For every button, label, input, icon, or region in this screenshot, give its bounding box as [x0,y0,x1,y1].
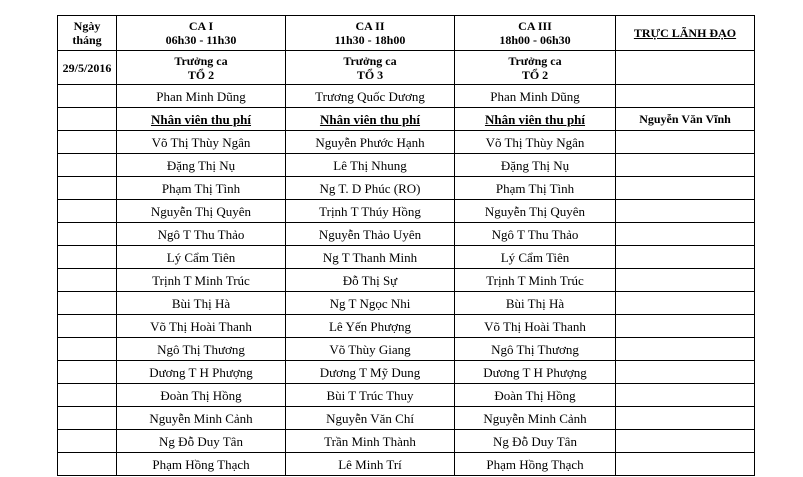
shift-2-leader: Trương Quốc Dương [286,85,455,108]
leader-empty-cell [616,430,755,453]
shift-2-staff-name: Dương T Mỹ Dung [286,361,455,384]
shift-3-staff-heading: Nhân viên thu phí [455,108,616,131]
shift-2-staff-name: Lê Minh Trí [286,453,455,476]
empty-date-cell [58,338,117,361]
empty-date-cell [58,430,117,453]
shift-2-staff-name: Trịnh T Thúy Hồng [286,200,455,223]
shift-3-staff-name: Võ Thị Thùy Ngân [455,131,616,154]
shift-3-staff-name: Bùi Thị Hà [455,292,616,315]
shift-3-staff-name: Lý Cẩm Tiên [455,246,616,269]
table-row [58,361,755,384]
shift-1-staff-name: Nguyễn Thị Quyên [117,200,286,223]
shift-3-staff-name: Võ Thị Hoài Thanh [455,315,616,338]
table-row [58,338,755,361]
table-row [58,315,755,338]
shift-1-staff-name: Võ Thị Hoài Thanh [117,315,286,338]
empty-date-cell [58,131,117,154]
shift-1-staff-heading: Nhân viên thu phí [117,108,286,131]
leader-empty-cell [616,51,755,85]
empty-date-cell [58,292,117,315]
shift-2-team [286,51,455,85]
empty-date-cell [58,407,117,430]
leader-empty-cell [616,361,755,384]
shift-2-staff-name: Nguyễn Phước Hạnh [286,131,455,154]
shift-2-staff-name: Bùi T Trúc Thuy [286,384,455,407]
table-row [58,223,755,246]
leader-empty-cell [616,453,755,476]
shift-2-staff-name: Đỗ Thị Sự [286,269,455,292]
shift-1-header [117,16,286,51]
date-row [58,51,755,85]
table-row [58,407,755,430]
shift-2-staff-heading: Nhân viên thu phí [286,108,455,131]
table-row [58,269,755,292]
shift-2-team-name: TỔ 3 [356,67,384,82]
leader-empty-cell [616,407,755,430]
shift-1-leader: Phan Minh Dũng [117,85,286,108]
shift-1-team [117,51,286,85]
shift-2-staff-name: Lê Thị Nhung [286,154,455,177]
shift-3-staff-name: Đặng Thị Nụ [455,154,616,177]
leader-empty-cell [616,269,755,292]
shift-1-team-name: TỔ 2 [187,67,215,82]
leader-empty-cell [616,384,755,407]
shift-3-time: 18h00 - 06h30 [499,33,571,47]
empty-date-cell [58,108,117,131]
empty-date-cell [58,223,117,246]
table-row [58,246,755,269]
leader-header: TRỰC LÃNH ĐẠO [616,16,755,51]
date-cell: 29/5/2016 [58,51,117,85]
shift-1-staff-name: Nguyễn Minh Cảnh [117,407,286,430]
table-row [58,131,755,154]
table-row [58,200,755,223]
shift-2-staff-name: Nguyễn Thảo Uyên [286,223,455,246]
shift-2-staff-name: Ng T. D Phúc (RO) [286,177,455,200]
table-row [58,292,755,315]
schedule-body [58,16,755,476]
shift-1-staff-name: Võ Thị Thùy Ngân [117,131,286,154]
shift-1-staff-name: Đoàn Thị Hồng [117,384,286,407]
shift-2-staff-name: Ng T Ngọc Nhi [286,292,455,315]
leader-empty-cell [616,200,755,223]
leader-empty-cell [616,154,755,177]
shift-3-header [455,16,616,51]
shift-3-staff-name: Phạm Hồng Thạch [455,453,616,476]
leader-empty-cell [616,131,755,154]
shift-2-staff-name: Võ Thùy Giang [286,338,455,361]
shift-2-staff-name: Nguyễn Văn Chí [286,407,455,430]
shift-3-staff-name: Đoàn Thị Hồng [455,384,616,407]
table-row [58,177,755,200]
shift-2-header [286,16,455,51]
shift-1-staff-name: Bùi Thị Hà [117,292,286,315]
shift-3-name: CA III [518,19,552,33]
shift-2-role: Trưởng ca [343,53,397,68]
shift-3-leader: Phan Minh Dũng [455,85,616,108]
shift-leader-row [58,85,755,108]
shift-3-team-name: TỔ 2 [521,67,549,82]
empty-date-cell [58,177,117,200]
date-header-line1: Ngày [73,19,101,33]
header-row [58,16,755,51]
empty-date-cell [58,315,117,338]
shift-2-staff-name: Lê Yến Phượng [286,315,455,338]
duty-schedule-table [57,15,755,476]
empty-date-cell [58,246,117,269]
empty-date-cell [58,384,117,407]
date-header-line2: tháng [72,33,102,47]
shift-3-staff-name: Nguyễn Thị Quyên [455,200,616,223]
shift-2-staff-name: Ng T Thanh Minh [286,246,455,269]
table-row [58,154,755,177]
leader-empty-cell [616,315,755,338]
empty-date-cell [58,200,117,223]
empty-date-cell [58,154,117,177]
staff-heading-row [58,108,755,131]
leader-empty-cell [616,177,755,200]
shift-1-time: 06h30 - 11h30 [165,33,237,47]
shift-1-staff-name: Dương T H Phượng [117,361,286,384]
leader-empty-cell [616,292,755,315]
date-header-cell [58,16,117,51]
shift-2-name: CA II [355,19,385,33]
shift-1-staff-name: Ng Đỗ Duy Tân [117,430,286,453]
shift-3-staff-name: Ngô T Thu Thảo [455,223,616,246]
empty-date-cell [58,269,117,292]
shift-3-role: Trưởng ca [508,53,562,68]
shift-1-staff-name: Ngô Thị Thương [117,338,286,361]
leader-empty-cell [616,246,755,269]
shift-1-role: Trưởng ca [174,53,228,68]
shift-1-staff-name: Ngô T Thu Thảo [117,223,286,246]
shift-1-staff-name: Phạm Thị Tình [117,177,286,200]
shift-1-staff-name: Lý Cẩm Tiên [117,246,286,269]
table-row [58,384,755,407]
shift-2-time: 11h30 - 18h00 [334,33,406,47]
empty-date-cell [58,85,117,108]
leader-on-duty: Nguyễn Văn Vĩnh [616,108,755,131]
empty-date-cell [58,361,117,384]
shift-3-staff-name: Ngô Thị Thương [455,338,616,361]
empty-date-cell [58,453,117,476]
shift-1-staff-name: Phạm Hồng Thạch [117,453,286,476]
shift-3-team [455,51,616,85]
shift-1-staff-name: Trịnh T Minh Trúc [117,269,286,292]
shift-3-staff-name: Dương T H Phượng [455,361,616,384]
shift-3-staff-name: Nguyễn Minh Cảnh [455,407,616,430]
shift-3-staff-name: Phạm Thị Tình [455,177,616,200]
leader-empty-cell [616,223,755,246]
leader-empty-cell [616,85,755,108]
shift-1-staff-name: Đặng Thị Nụ [117,154,286,177]
shift-3-staff-name: Ng Đỗ Duy Tân [455,430,616,453]
table-row [58,430,755,453]
table-row [58,453,755,476]
shift-1-name: CA I [188,19,214,33]
shift-2-staff-name: Trần Minh Thành [286,430,455,453]
shift-3-staff-name: Trịnh T Minh Trúc [455,269,616,292]
leader-empty-cell [616,338,755,361]
